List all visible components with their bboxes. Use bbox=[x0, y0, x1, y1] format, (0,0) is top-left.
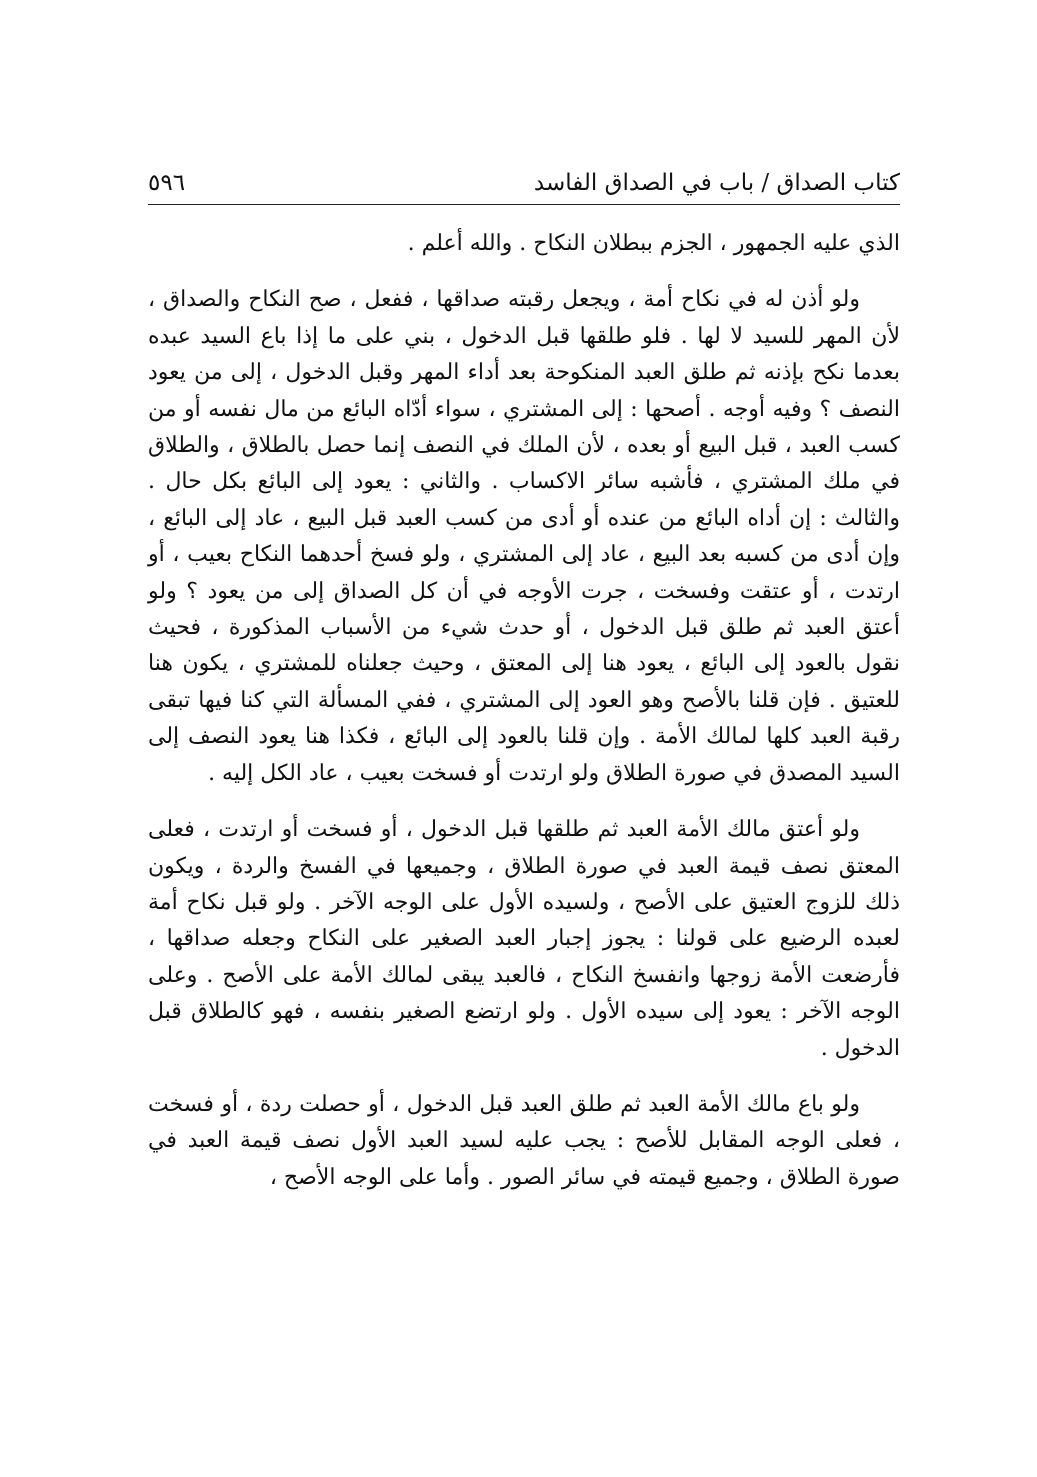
paragraph: ولو أذن له في نكاح أمة ، ويجعل رقبته صداقها ، ففعل ، صح النكاح والصداق ، لأن المهر للسيد لا لها . فلو طلقها قبل الدخول ، بني على ما إذا باع السيد عبده بعدما نكح بإذنه ثم طلق العبد المنكوحة بعد أداء المهر وقبل الدخول ، إلى من يعود النصف ؟ وفيه أوجه . أصحها : إلى المشتري ، سواء أدّاه البائع من مال نفسه أو من كسب العبد ، قبل البيع أو بعده ، لأن الملك في النصف إنما حصل بالطلاق ، والطلاق في ملك المشتري ، فأشبه سائر الاكساب . والثاني : يعود إلى البائع بكل حال . والثالث : إن أداه البائع من عنده أو أدى من كسب العبد قبل البيع ، عاد إلى البائع ، وإن أدى من كسبه بعد البيع ، عاد إلى المشتري ، ولو فسخ أحدهما النكاح بعيب ، أو ارتدت ، أو عتقت وفسخت ، جرت الأوجه في أن كل الصداق إلى من يعود ؟ ولو أعتق العبد ثم طلق قبل الدخول ، أو حدث شيء من الأسباب المذكورة ، فحيث نقول بالعود إلى البائع ، يعود هنا إلى المعتق ، وحيث جعلناه للمشتري ، يكون هنا للعتيق . فإن قلنا بالأصح وهو العود إلى المشتري ، ففي المسألة التي كنا فيها تبقى رقبة العبد كلها لمالك الأمة . وإن قلنا بالعود إلى البائع ، فكذا هنا يعود النصف إلى السيد المصدق في صورة الطلاق ولو ارتدت أو فسخت بعيب ، عاد الكل إليه . bbox=[148, 287, 900, 786]
paragraph-continuation: الذي عليه الجمهور ، الجزم ببطلان النكاح . والله أعلم . bbox=[407, 231, 900, 256]
page-header bbox=[148, 168, 900, 205]
paragraph: ولو أعتق مالك الأمة العبد ثم طلقها قبل الدخول ، أو فسخت أو ارتدت ، فعلى المعتق نصف قيمة العبد في صورة الطلاق ، وجميعها في الفسخ والردة ، ويكون ذلك للزوج العتيق على الأصح ، ولسيده الأول على الوجه الآخر . ولو قبل نكاح أمة لعبده الرضيع على قولنا : يجوز إجبار العبد الصغير على النكاح وجعله صداقها ، فأرضعت الأمة زوجها وانفسخ النكاح ، فالعبد يبقى لمالك الأمة على الأصح . وعلى الوجه الآخر : يعود إلى سيده الأول . ولو ارتضع الصغير بنفسه ، فهو كالطلاق قبل الدخول . bbox=[148, 817, 900, 1061]
page-number: ٥٩٦ bbox=[148, 170, 186, 196]
running-title: كتاب الصداق / باب في الصداق الفاسد bbox=[533, 170, 900, 196]
body-text bbox=[148, 226, 900, 1196]
paragraph: ولو باع مالك الأمة العبد ثم طلق العبد قبل الدخول ، أو حصلت ردة ، أو فسخت ، فعلى الوجه المقابل للأصح : يجب عليه لسيد العبد الأول نصف قيمة العبد في صورة الطلاق ، وجميع قيمته في سائر الصور . وأما على الوجه الأصح ، bbox=[148, 1091, 900, 1190]
